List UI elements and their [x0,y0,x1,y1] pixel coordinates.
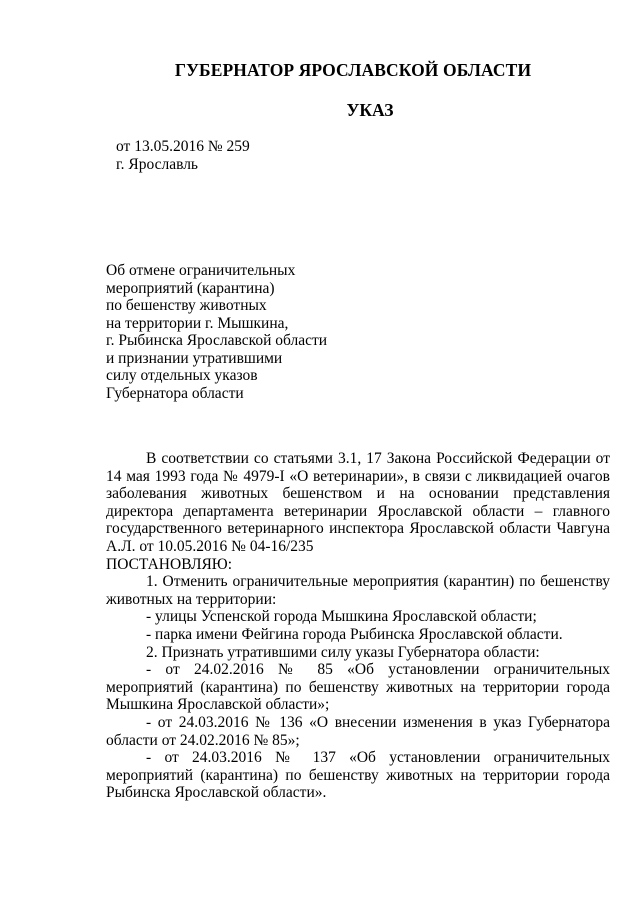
item-1: 1. Отменить ограничительные мероприятия (карантин) по бешенству животных на территории: [106,573,610,608]
intro-paragraph: В соответствии со статьями 3.1, 17 Закона Российской Федерации от 14 мая 1993 года № 4979-I «О ветеринарии», в связи с ликвидацией очагов заболевания животных бешенством и на основании представления директора департамента ветеринарии Ярославской области – главного государственного ветеринарного инспектора Ярославской области Чавгуна А.Л. от 10.05.2016 № 04-16/235 [106,450,610,555]
item-2-subitem: - от 24.02.2016 № 85 «Об установлении ограничительных мероприятий (карантина) по бешенству животных на территории города Мышкина Ярославской области»; [106,661,610,714]
date-number: от 13.05.2016 № 259 [116,138,250,155]
subject-line: г. Рыбинска Ярославской области [106,332,328,349]
subject-line: Об отмене ограничительных [106,262,296,279]
item-2-subitem: - от 24.03.2016 № 136 «О внесении изменения в указ Губернатора области от 24.02.2016 № 85»; [106,713,610,749]
subject-line: по бешенству животных [106,297,267,314]
subject-line: и признании утратившими [106,349,283,367]
city: г. Ярославль [116,156,198,173]
subject-line: на территории г. Мышкина, [106,314,289,332]
decree-word: ПОСТАНОВЛЯЮ: [106,555,233,573]
subject-line: силу отдельных указов [106,367,258,384]
item-2: 2. Признать утратившими силу указы Губернатора области: [146,643,540,661]
document-subject [106,262,327,402]
document-meta [116,138,250,174]
subject-line: мероприятий (карантина) [106,279,275,297]
document-body [106,450,610,802]
subject-line: Губернатора области [106,384,244,402]
item-1-subitem: - улицы Успенской города Мышкина Ярославской области; [146,608,537,626]
item-2-subitem: - от 24.03.2016 № 137 «Об установлении ограничительных мероприятий (карантина) по бешенству животных на территории города Рыбинска Ярославской области». [106,749,610,802]
document-type: УКАЗ [346,100,394,120]
item-1-subitem: - парка имени Фейгина города Рыбинска Ярославской области. [146,625,563,643]
issuing-authority: ГУБЕРНАТОР ЯРОСЛАВСКОЙ ОБЛАСТИ [174,60,532,80]
